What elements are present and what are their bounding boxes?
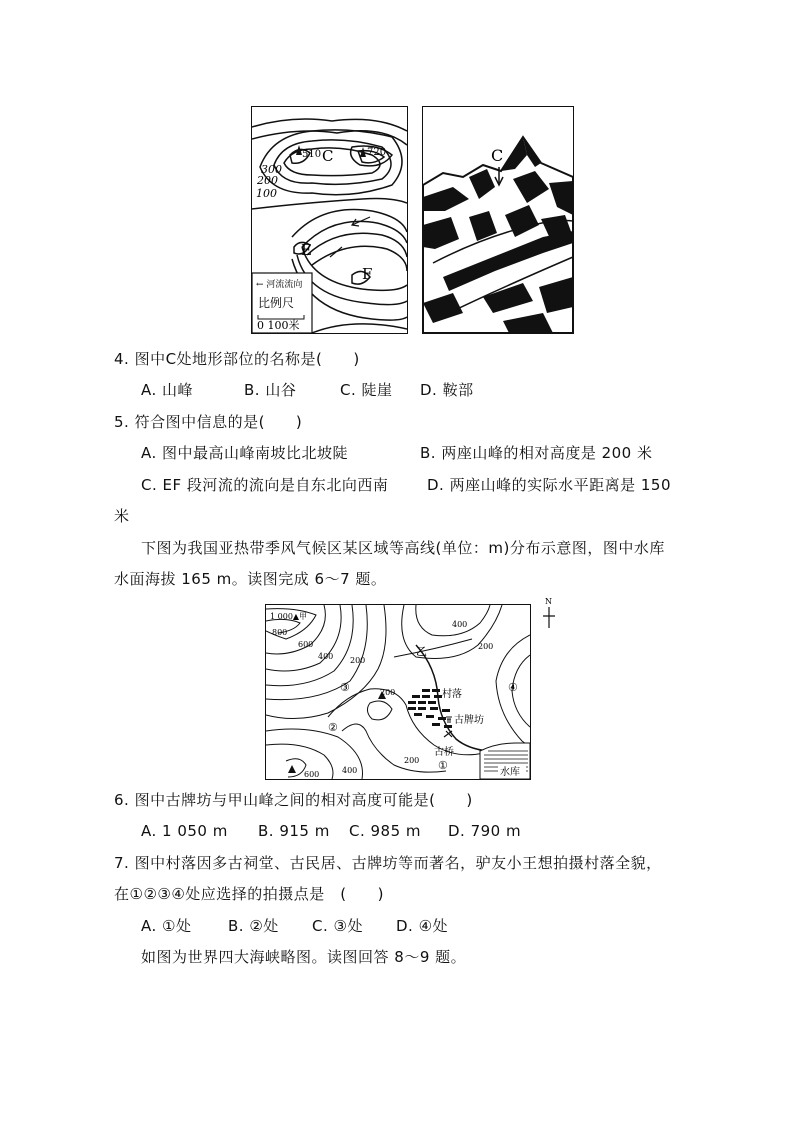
q5-option-b: B. 两座山峰的相对高度是 200 米 <box>420 444 653 462</box>
q6-option-b: B. 915 m <box>258 822 330 840</box>
peak-510-label: 510 <box>302 149 322 160</box>
river-direction-legend: ← 河流流向 <box>256 280 303 290</box>
north-arrow <box>541 596 557 630</box>
village-contour-map-figure <box>265 604 531 780</box>
ancient-bridge-label: 古桥 <box>434 747 454 758</box>
peak-720-label: 720 <box>367 147 387 158</box>
contour-400-label: 400 <box>318 652 334 661</box>
point-4-label: ④ <box>508 681 518 694</box>
north-label: N <box>545 597 552 606</box>
point-3-label: ③ <box>340 681 350 694</box>
intro-6-7-line-1: 下图为我国亚热带季风气候区某区域等高线(单位：m)分布示意图，图中水库 <box>141 539 665 557</box>
north-arrow-icon <box>541 596 557 630</box>
contour-400-label-north: 400 <box>452 620 468 629</box>
memorial-arch-icon <box>446 717 452 723</box>
q7-option-d: D. ④处 <box>396 917 449 935</box>
point-c-label: C <box>491 146 504 165</box>
village-label: 村落 <box>442 689 462 700</box>
q5-option-d-continued: 米 <box>114 507 130 525</box>
q5-option-a: A. 图中最高山峰南坡比北坡陡 <box>141 444 349 462</box>
contour-200-label-hill: 200 <box>380 688 396 697</box>
contour-100-label: 100 <box>256 187 277 200</box>
peak-jia-label: 1 000▲甲 <box>270 612 308 621</box>
scale-value: 0 100米 <box>257 319 300 332</box>
point-yi-label: 乙 <box>416 645 427 658</box>
q4-option-d: D. 鞍部 <box>420 381 474 399</box>
question-7-stem-line-2: 在①②③④处应选择的拍摄点是 ( ) <box>114 885 384 903</box>
q6-option-c: C. 985 m <box>349 822 422 840</box>
village-contour-map-svg <box>266 605 530 779</box>
contour-400-label-south: 400 <box>342 766 358 775</box>
reservoir-label: 水库 <box>500 767 520 778</box>
contour-300-label: 300 <box>261 163 282 176</box>
question-5-stem: 5. 符合图中信息的是( ) <box>114 413 303 431</box>
point-1-label: ① <box>438 759 448 772</box>
contour-200-label-south: 200 <box>404 756 420 765</box>
question-7-stem-line-1: 7. 图中村落因多古祠堂、古民居、古牌坊等而著名，驴友小王想拍摄村落全貌， <box>114 854 662 872</box>
point-c-label: C <box>322 147 334 165</box>
q5-option-d: D. 两座山峰的实际水平距离是 150 <box>427 476 671 494</box>
contour-200-label: 200 <box>350 656 366 665</box>
q6-option-d: D. 790 m <box>448 822 522 840</box>
q7-option-b: B. ②处 <box>228 917 279 935</box>
contour-800-label: 800 <box>272 628 288 637</box>
contour-600-label: 600 <box>298 640 314 649</box>
memorial-arch-label: 古牌坊 <box>454 715 484 726</box>
q7-option-a: A. ①处 <box>141 917 192 935</box>
peak-triangle-icon <box>288 765 296 773</box>
point-2-label: ② <box>328 721 338 734</box>
point-e-label: E <box>301 241 312 259</box>
mountain-sketch-figure <box>422 106 574 334</box>
contour-map-svg <box>252 107 407 333</box>
question-6-stem: 6. 图中古牌坊与甲山峰之间的相对高度可能是( ) <box>114 791 473 809</box>
bridge-icon <box>444 731 452 737</box>
point-f-label: F <box>362 265 373 283</box>
q4-option-a: A. 山峰 <box>141 381 194 399</box>
contour-600-label-south: 600 <box>304 770 320 779</box>
intro-6-7-line-2: 水面海拔 165 m。读图完成 6～7 题。 <box>114 570 387 588</box>
q4-option-b: B. 山谷 <box>244 381 297 399</box>
contour-200-label: 200 <box>257 174 278 187</box>
contour-map-figure <box>251 106 408 334</box>
question-4-stem: 4. 图中C处地形部位的名称是( ) <box>114 350 360 368</box>
scale-title: 比例尺 <box>258 296 295 310</box>
q4-option-c: C. 陡崖 <box>340 381 393 399</box>
mountain-sketch-svg <box>423 107 573 333</box>
q7-option-c: C. ③处 <box>312 917 363 935</box>
contour-200-label-north: 200 <box>478 642 494 651</box>
q6-option-a: A. 1 050 m <box>141 822 228 840</box>
intro-8-9: 如图为世界四大海峡略图。读图回答 8～9 题。 <box>141 948 467 966</box>
q5-option-c: C. EF 段河流的流向是自东北向西南 <box>141 476 389 494</box>
